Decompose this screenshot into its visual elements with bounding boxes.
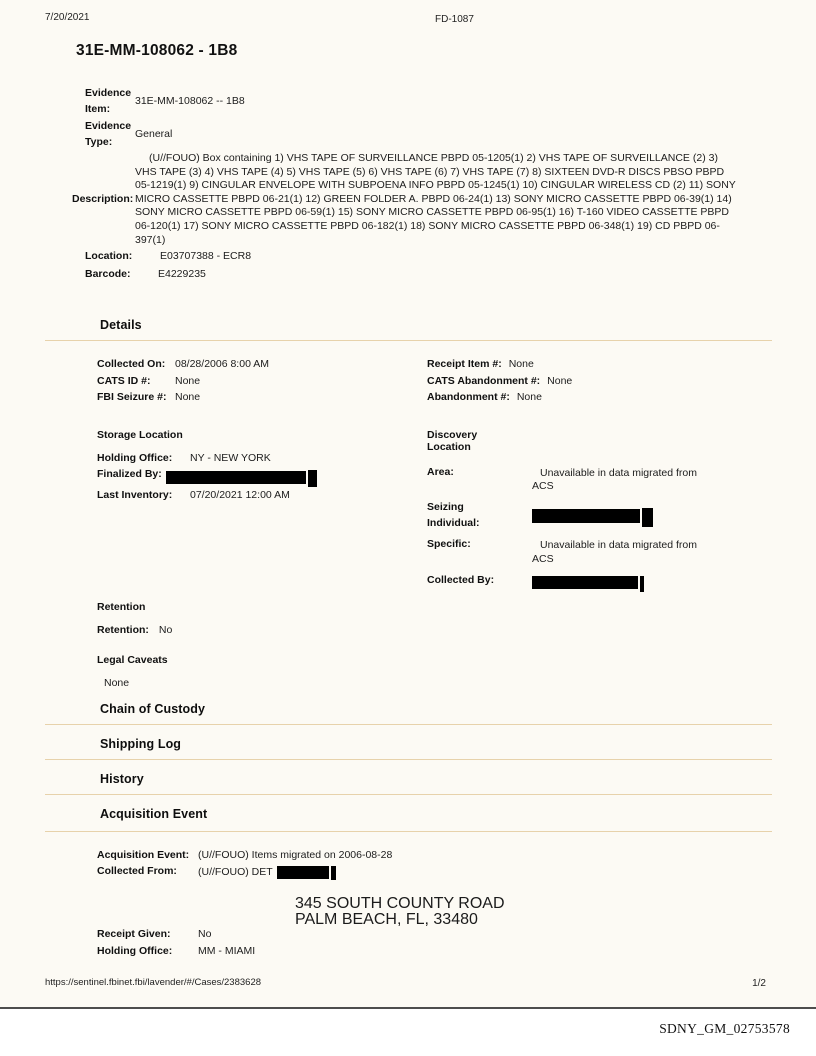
description-value: (U//FOUO) Box containing 1) VHS TAPE OF SURVEILLANCE PBPD 05-1205(1) 2) VHS TAPE OF SURVEILLANCE (2) 3) VHS TAPE (3) 4) VHS TAPE (4) 5) VHS TAPE (5) 6) VHS TAPE (6) 7) VHS TAPE (7) 8) SIXTEEN DVD-R DISCS PBSO PBPD 05-1219(1) 9) CINGULAR ENVELOPE WITH SUBPOENA INFO PBPD 05-1245(1) 10) CINGULAR WIRELESS CD (2) 11) SONY MICRO CASSETTE PBPD 06-21(1) 12) GREEN FOLDER A. PBPD 06-24(1) 13) SONY MICRO CASSETTE PBPD 06-39(1) 14) SONY MICRO CASSETTE PBPD 06-59(1) 15) SONY MICRO CASSETTE PBPD 06-95(1) 16) T-160 VIDEO CASSETTE PBPD 06-120(1) 17) SONY MICRO CASSETTE PBPD 06-182(1) 18) SONY MICRO CASSETTE PBPD 06-348(1) 19) CD PBPD 06-397(1) xyxy=(135,152,736,246)
acq-holding-office-value: MM - MIAMI xyxy=(198,944,256,957)
area-row xyxy=(427,465,771,495)
shipping-log-heading: Shipping Log xyxy=(100,736,182,751)
collected-from-address-line1: 345 SOUTH COUNTY ROAD xyxy=(295,895,505,913)
seizing-individual-row xyxy=(427,500,771,531)
acquisition-event-heading: Acquisition Event xyxy=(100,806,208,821)
acq-holding-office-row xyxy=(97,944,816,960)
legal-caveats-value: None xyxy=(104,677,130,690)
collected-on-value: 08/28/2006 8:00 AM xyxy=(175,358,269,371)
abandonment-row xyxy=(427,390,771,406)
details-heading: Details xyxy=(100,318,142,333)
evidence-summary xyxy=(72,86,745,282)
specific-label: Specific: xyxy=(427,538,471,551)
location-label: Location: xyxy=(85,250,133,263)
retention-heading: Retention xyxy=(97,600,146,613)
storage-location-heading: Storage Location xyxy=(97,428,183,441)
fbi-seizure-row xyxy=(97,390,427,406)
collected-from-address-line2: PALM BEACH, FL, 33480 xyxy=(295,910,478,928)
location-value: E03707388 - ECR8 xyxy=(160,250,252,263)
collected-on-row xyxy=(97,357,427,373)
barcode-label: Barcode: xyxy=(85,267,131,280)
redaction-bar xyxy=(532,576,638,589)
retention-value: No xyxy=(158,623,173,636)
seizing-individual-redaction xyxy=(532,504,653,527)
cats-id-label: CATS ID #: xyxy=(97,374,151,387)
abandonment-value: None xyxy=(516,391,542,404)
evidence-item-label: Evidence Item: xyxy=(85,87,132,115)
holding-office-label: Holding Office: xyxy=(97,451,173,464)
evidence-type-label: Evidence Type: xyxy=(85,120,132,148)
redaction-bar-tail xyxy=(642,508,653,527)
fbi-seizure-value: None xyxy=(175,391,201,404)
holding-office-row xyxy=(97,451,427,467)
collected-by-redaction xyxy=(532,573,644,592)
acquisition-event-label: Acquisition Event: xyxy=(97,848,190,861)
receipt-given-row xyxy=(97,927,816,943)
specific-value: Unavailable in data migrated from ACS xyxy=(532,539,697,566)
bates-number: SDNY_GM_02753578 xyxy=(659,1021,790,1036)
history-rule xyxy=(45,794,772,795)
redaction-bar-tail xyxy=(331,866,336,880)
receipt-given-value: No xyxy=(198,928,212,941)
discovery-location-block xyxy=(427,429,771,593)
collected-on-label: Collected On: xyxy=(97,358,166,371)
retention-label: Retention: xyxy=(97,623,149,636)
storage-location-block xyxy=(97,429,427,593)
acquisition-event-row xyxy=(97,848,816,864)
retention-row xyxy=(97,623,771,639)
redaction-bar xyxy=(277,866,329,879)
finalized-by-redaction xyxy=(190,467,317,487)
abandonment-label: Abandonment #: xyxy=(427,391,510,404)
history-heading: History xyxy=(100,771,144,786)
acquisition-event-value: (U//FOUO) Items migrated on 2006-08-28 xyxy=(198,848,393,861)
details-left-column xyxy=(97,357,427,407)
seizing-individual-label: Seizing Individual: xyxy=(427,501,480,529)
receipt-item-value: None xyxy=(508,358,534,371)
acquisition-event-body xyxy=(97,848,816,960)
details-rule xyxy=(45,340,772,341)
acq-holding-office-label: Holding Office: xyxy=(97,944,173,957)
footer-page-indicator: 1/2 xyxy=(752,978,766,989)
redaction-bar xyxy=(166,471,306,484)
collected-from-row xyxy=(97,864,816,880)
collected-by-label: Collected By: xyxy=(427,573,495,586)
evidence-item-value: 31E-MM-108062 -- 1B8 xyxy=(135,94,245,107)
finalized-by-row xyxy=(97,467,427,487)
print-date: 7/20/2021 xyxy=(45,12,90,23)
collected-by-row xyxy=(427,573,771,592)
area-value: Unavailable in data migrated from ACS xyxy=(532,466,697,493)
acquisition-event-rule xyxy=(45,831,772,832)
chain-of-custody-heading: Chain of Custody xyxy=(100,701,206,716)
cats-id-value: None xyxy=(175,374,201,387)
details-right-column xyxy=(427,357,771,407)
legal-caveats-heading: Legal Caveats xyxy=(97,654,168,667)
receipt-given-label: Receipt Given: xyxy=(97,928,171,941)
details-body xyxy=(97,357,771,692)
page-header xyxy=(0,0,816,26)
evidence-item-row xyxy=(85,86,745,117)
receipt-item-row xyxy=(427,357,771,373)
cats-id-row xyxy=(97,374,427,390)
page-title: 31E-MM-108062 - 1B8 xyxy=(76,42,238,59)
location-row xyxy=(85,249,745,265)
specific-row xyxy=(427,537,771,567)
redaction-bar-tail xyxy=(640,576,644,592)
area-label: Area: xyxy=(427,465,454,478)
barcode-row xyxy=(85,267,745,283)
footer-url: https://sentinel.fbinet.fbi/lavender/#/Cases/2383628 xyxy=(45,977,262,988)
redaction-bar xyxy=(532,509,640,523)
cats-abandonment-row xyxy=(427,374,771,390)
evidence-type-row xyxy=(85,119,745,150)
cats-abandonment-label: CATS Abandonment #: xyxy=(427,374,541,387)
receipt-item-label: Receipt Item #: xyxy=(427,358,502,371)
last-inventory-value: 07/20/2021 12:00 AM xyxy=(190,489,290,502)
fbi-seizure-label: FBI Seizure #: xyxy=(97,391,167,404)
finalized-by-label: Finalized By: xyxy=(97,468,162,481)
description-label: Description: xyxy=(72,192,134,205)
collected-from-label: Collected From: xyxy=(97,865,177,878)
last-inventory-row xyxy=(97,488,427,504)
evidence-type-value: General xyxy=(135,127,173,140)
form-number: FD-1087 xyxy=(435,14,474,25)
holding-office-value: NY - NEW YORK xyxy=(190,451,271,464)
last-inventory-label: Last Inventory: xyxy=(97,489,173,502)
chain-of-custody-rule xyxy=(45,724,772,725)
discovery-location-heading: Discovery Location xyxy=(427,428,478,453)
barcode-value: E4229235 xyxy=(158,267,206,280)
description-row xyxy=(72,152,745,247)
redaction-bar-tail xyxy=(308,470,317,487)
shipping-log-rule xyxy=(45,759,772,760)
collected-from-value: (U//FOUO) DET xyxy=(198,864,336,880)
cats-abandonment-value: None xyxy=(547,374,573,387)
